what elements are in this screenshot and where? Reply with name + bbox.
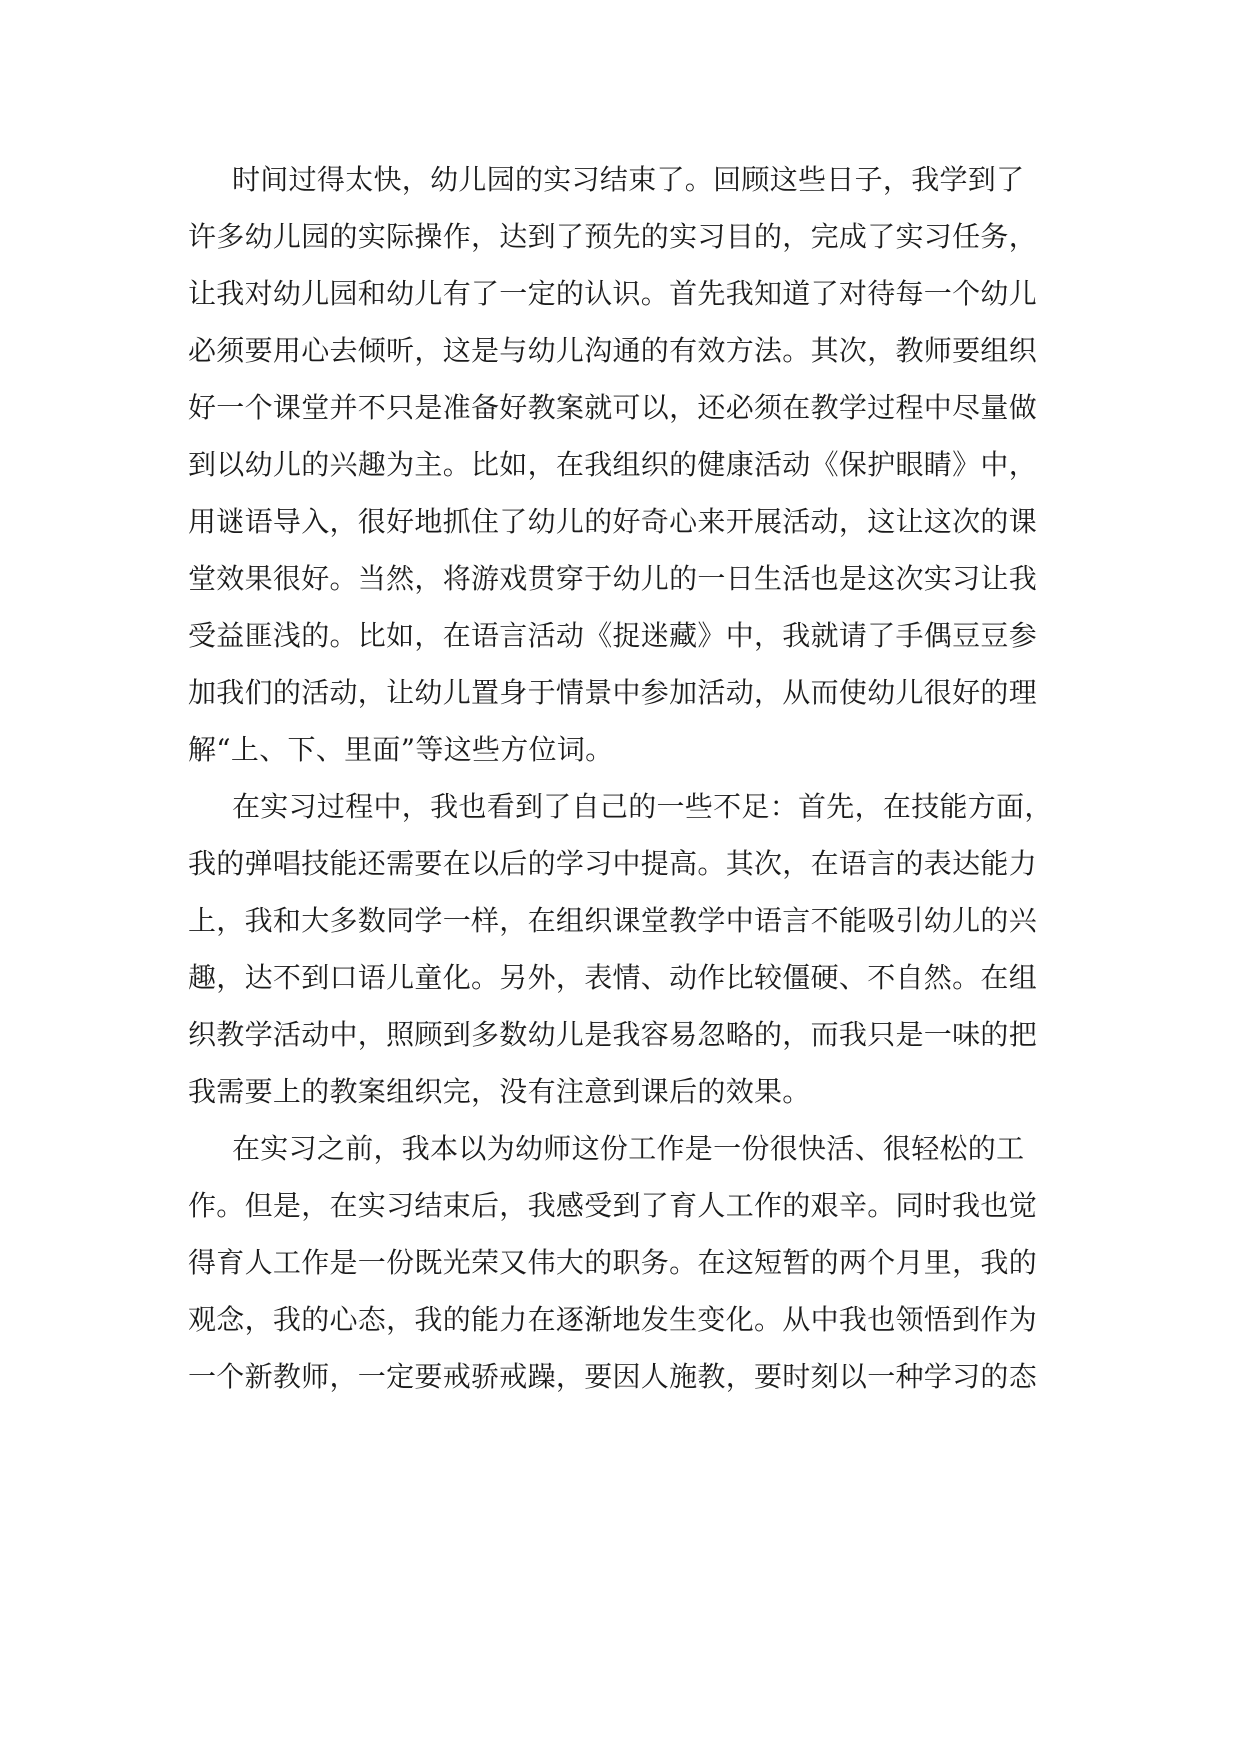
paragraph-2-line-2: 我的弹唱技能还需要在以后的学习中提高。其次，在语言的表达能力 [188, 847, 1038, 880]
paragraph-3-line-4: 观念，我的心态，我的能力在逐渐地发生变化。从中我也领悟到作为 [188, 1303, 1038, 1336]
paragraph-1-line-8: 堂效果很好。当然，将游戏贯穿于幼儿的一日生活也是这次实习让我 [188, 562, 1038, 595]
paragraph-2-line-3: 上，我和大多数同学一样，在组织课堂教学中语言不能吸引幼儿的兴 [188, 904, 1038, 937]
paragraph-1-line-3: 让我对幼儿园和幼儿有了一定的认识。首先我知道了对待每一个幼儿 [188, 277, 1038, 310]
paragraph-1-line-4: 必须要用心去倾听，这是与幼儿沟通的有效方法。其次，教师要组织 [188, 334, 1038, 367]
paragraph-3-line-5: 一个新教师，一定要戒骄戒躁，要因人施教，要时刻以一种学习的态 [188, 1360, 1038, 1393]
paragraph-2-line-4: 趣，达不到口语儿童化。另外，表情、动作比较僵硬、不自然。在组 [188, 961, 1038, 994]
paragraph-1-line-7: 用谜语导入，很好地抓住了幼儿的好奇心来开展活动，这让这次的课 [188, 505, 1038, 538]
paragraph-3-line-2: 作。但是，在实习结束后，我感受到了育人工作的艰辛。同时我也觉 [188, 1189, 1038, 1222]
paragraph-1-line-11: 解“上、下、里面”等这些方位词。 [188, 733, 614, 766]
paragraph-1-line-10: 加我们的活动，让幼儿置身于情景中参加活动，从而使幼儿很好的理 [188, 676, 1038, 709]
paragraph-1-line-6: 到以幼儿的兴趣为主。比如，在我组织的健康活动《保护眼睛》中， [188, 448, 1038, 481]
paragraph-2-line-6: 我需要上的教案组织完，没有注意到课后的效果。 [188, 1075, 811, 1108]
paragraph-3-line-3: 得育人工作是一份既光荣又伟大的职务。在这短暂的两个月里，我的 [188, 1246, 1038, 1279]
paragraph-2-line-5: 织教学活动中，照顾到多数幼儿是我容易忽略的，而我只是一味的把 [188, 1018, 1038, 1051]
paragraph-1-line-1: 时间过得太快，幼儿园的实习结束了。回顾这些日子，我学到了 [232, 163, 1025, 196]
paragraph-1-line-5: 好一个课堂并不只是准备好教案就可以，还必须在教学过程中尽量做 [188, 391, 1038, 424]
paragraph-1-line-9: 受益匪浅的。比如，在语言活动《捉迷藏》中，我就请了手偶豆豆参 [188, 619, 1038, 652]
paragraph-3-line-1: 在实习之前，我本以为幼师这份工作是一份很快活、很轻松的工 [232, 1132, 1025, 1165]
paragraph-1-line-2: 许多幼儿园的实际操作，达到了预先的实习目的，完成了实习任务， [188, 220, 1038, 253]
paragraph-2-line-1: 在实习过程中，我也看到了自己的一些不足：首先，在技能方面， [232, 790, 1053, 823]
